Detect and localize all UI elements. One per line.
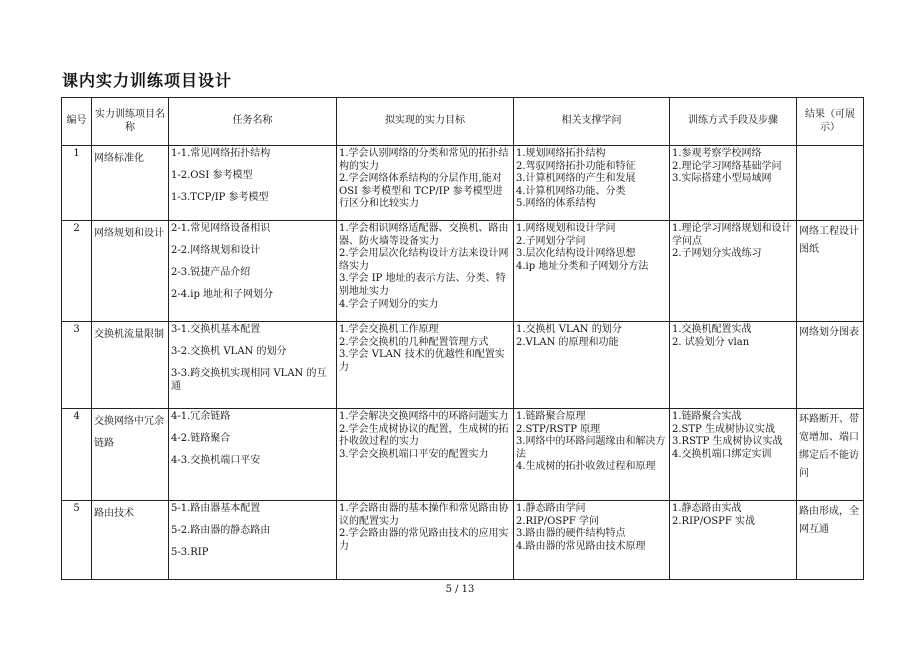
method-item: 2.STP 生成树协议实战 — [672, 423, 775, 435]
cell-goals — [337, 221, 514, 322]
task-item: 3-1.交换机基本配置 — [171, 324, 261, 335]
method-item: 2. 试验划分 vlan — [672, 336, 750, 348]
method-item: 2.RIP/OSPF 实战 — [672, 515, 756, 527]
knowledge-item: 4.ip 地址分类和子网划分方法 — [516, 260, 649, 272]
method-item: 1.静态路由实战 — [672, 503, 742, 514]
header-method: 训练方式手段及步骤 — [670, 98, 797, 146]
knowledge-item: 1.链路聚合原理 — [516, 411, 586, 422]
cell-item-name: 网络规划和设计 — [92, 221, 169, 322]
cell-item-name: 交换机流量限制 — [92, 322, 169, 409]
cell-item-name: 交换网络中冗余链路 — [92, 409, 169, 501]
task-item: 4-1.冗余链路 — [171, 411, 231, 422]
cell-goals — [337, 322, 514, 409]
cell-methods — [670, 146, 797, 221]
cell-item-name: 路由技术 — [92, 501, 169, 580]
knowledge-item: 1.静态路由学问 — [516, 503, 586, 514]
knowledge-item: 5.网络的体系结构 — [516, 198, 596, 210]
knowledge-item: 3.层次化结构设计网络思想 — [516, 248, 636, 260]
goal-item: 1.学会交换机工作原理 — [339, 324, 439, 335]
header-task: 任务名称 — [169, 98, 337, 146]
cell-result: 环路断开、带宽增加、端口绑定后不能访问 — [797, 409, 864, 501]
cell-methods — [670, 409, 797, 501]
goal-item: 2.学会路由器的常见路由技术的应用实力 — [339, 528, 509, 552]
table-row — [62, 146, 864, 221]
page-number: 5 / 13 — [445, 584, 475, 595]
cell-result: 网络划分图表 — [797, 322, 864, 409]
method-item: 3.RSTP 生成树协议实战 — [672, 436, 783, 448]
method-item: 2.子网划分实战练习 — [672, 248, 762, 260]
cell-knowledge — [514, 501, 670, 580]
cell-methods — [670, 501, 797, 580]
knowledge-item: 1.规划网络拓扑结构 — [516, 148, 606, 159]
cell-knowledge — [514, 146, 670, 221]
task-item: 2-2.网络规划和设计 — [171, 244, 261, 256]
method-item: 1.交换机配置实战 — [672, 324, 752, 335]
cell-result — [797, 146, 864, 221]
method-item: 2.理论学习网络基础学问 — [672, 160, 782, 172]
cell-num: 2 — [62, 221, 92, 322]
knowledge-item: 3.计算机网络的产生和发展 — [516, 173, 636, 185]
header-num: 编号 — [62, 98, 92, 146]
cell-tasks — [169, 501, 337, 580]
task-item: 5-3.RIP — [171, 546, 209, 558]
task-item: 5-2.路由器的静态路由 — [171, 524, 271, 536]
cell-methods — [670, 221, 797, 322]
method-item: 1.参观考察学校网络 — [672, 148, 762, 159]
goal-item: 1.学会认别网络的分类和常见的拓扑结构的实力 — [339, 148, 509, 172]
table-row — [62, 409, 864, 501]
cell-knowledge — [514, 221, 670, 322]
knowledge-item: 4.计算机网络功能、分类 — [516, 185, 626, 197]
cell-num: 5 — [62, 501, 92, 580]
cell-goals — [337, 409, 514, 501]
goal-item: 4.学会子网划分的实力 — [339, 298, 439, 310]
task-item: 3-3.跨交换机实现相同 VLAN 的互通 — [171, 367, 327, 392]
project-design-table — [61, 97, 864, 580]
goal-item: 2.学会网络体系结构的分层作用,能对 OSI 参考模型和 TCP/IP 参考模型进行区分和比较实力 — [339, 173, 503, 210]
knowledge-item: 2.RIP/OSPF 学问 — [516, 515, 600, 527]
cell-result: 路由形成，全网互通 — [797, 501, 864, 580]
header-knowledge: 相关支撑学问 — [514, 98, 670, 146]
cell-num: 4 — [62, 409, 92, 501]
knowledge-item: 2.子网划分学问 — [516, 235, 586, 247]
cell-item-name: 网络标准化 — [92, 146, 169, 221]
cell-knowledge — [514, 322, 670, 409]
cell-methods — [670, 322, 797, 409]
method-item: 4.交换机端口绑定实训 — [672, 448, 772, 460]
page-title: 课内实力训练项目设计 — [62, 71, 233, 90]
method-item: 1.链路聚合实战 — [672, 411, 742, 422]
cell-goals — [337, 501, 514, 580]
goal-item: 1.学会相识网络适配器、交换机、路由器、防火墙等设备实力 — [339, 223, 509, 247]
knowledge-item: 2.VLAN 的原理和功能 — [516, 336, 619, 348]
goal-item: 3.学会交换机端口平安的配置实力 — [339, 448, 489, 460]
header-result: 结果（可展示） — [797, 98, 864, 146]
task-item: 5-1.路由器基本配置 — [171, 503, 261, 514]
table-row — [62, 501, 864, 580]
knowledge-item: 2.驾驭网络拓扑功能和特征 — [516, 160, 636, 172]
cell-goals — [337, 146, 514, 221]
cell-num: 1 — [62, 146, 92, 221]
cell-tasks — [169, 146, 337, 221]
knowledge-item: 4.生成树的拓扑收敛过程和原理 — [516, 461, 656, 473]
cell-result: 网络工程设计图纸 — [797, 221, 864, 322]
header-goal: 拟实现的实力目标 — [337, 98, 514, 146]
task-item: 1-3.TCP/IP 参考模型 — [171, 191, 269, 203]
task-item: 4-3.交换机端口平安 — [171, 454, 261, 466]
knowledge-item: 4.路由器的常见路由技术原理 — [516, 540, 646, 552]
table-row — [62, 221, 864, 322]
goal-item: 3.学会 VLAN 技术的优越性和配置实力 — [339, 349, 505, 373]
task-item: 2-1.常见网络设备相识 — [171, 223, 271, 234]
goal-item: 2.学会交换机的几种配置管理方式 — [339, 336, 489, 348]
cell-tasks — [169, 409, 337, 501]
method-item: 1.理论学习网络规划和设计学问点 — [672, 223, 792, 247]
cell-tasks — [169, 221, 337, 322]
knowledge-item: 1.交换机 VLAN 的划分 — [516, 324, 622, 335]
task-item: 1-2.OSI 参考模型 — [171, 169, 253, 181]
table-header-row — [62, 98, 864, 146]
goal-item: 1.学会解决交换网络中的环路问题实力 — [339, 411, 509, 422]
header-item: 实力训练项目名称 — [92, 98, 169, 146]
table-row — [62, 322, 864, 409]
knowledge-item: 1.网络规划和设计学问 — [516, 223, 616, 234]
goal-item: 3.学会 IP 地址的表示方法、分类、特别地址实力 — [339, 273, 506, 297]
knowledge-item: 3.网络中的环路问题缘由和解决方法 — [516, 436, 666, 460]
task-item: 1-1.常见网络拓扑结构 — [171, 148, 271, 159]
goal-item: 1.学会路由器的基本操作和常见路由协议的配置实力 — [339, 503, 509, 527]
task-item: 4-2.链路聚合 — [171, 432, 231, 444]
cell-knowledge — [514, 409, 670, 501]
method-item: 3.实际搭建小型局域网 — [672, 173, 772, 185]
task-item: 3-2.交换机 VLAN 的划分 — [171, 345, 287, 357]
task-item: 2-3.锐捷产品介绍 — [171, 266, 251, 278]
knowledge-item: 2.STP/RSTP 原理 — [516, 423, 601, 435]
cell-tasks — [169, 322, 337, 409]
goal-item: 2.学会用层次化结构设计方法来设计网络实力 — [339, 248, 509, 272]
knowledge-item: 3.路由器的硬件结构特点 — [516, 528, 626, 540]
cell-num: 3 — [62, 322, 92, 409]
goal-item: 2.学会生成树协议的配置，生成树的拓扑收敛过程的实力 — [339, 423, 509, 448]
task-item: 2-4.ip 地址和子网划分 — [171, 288, 274, 300]
